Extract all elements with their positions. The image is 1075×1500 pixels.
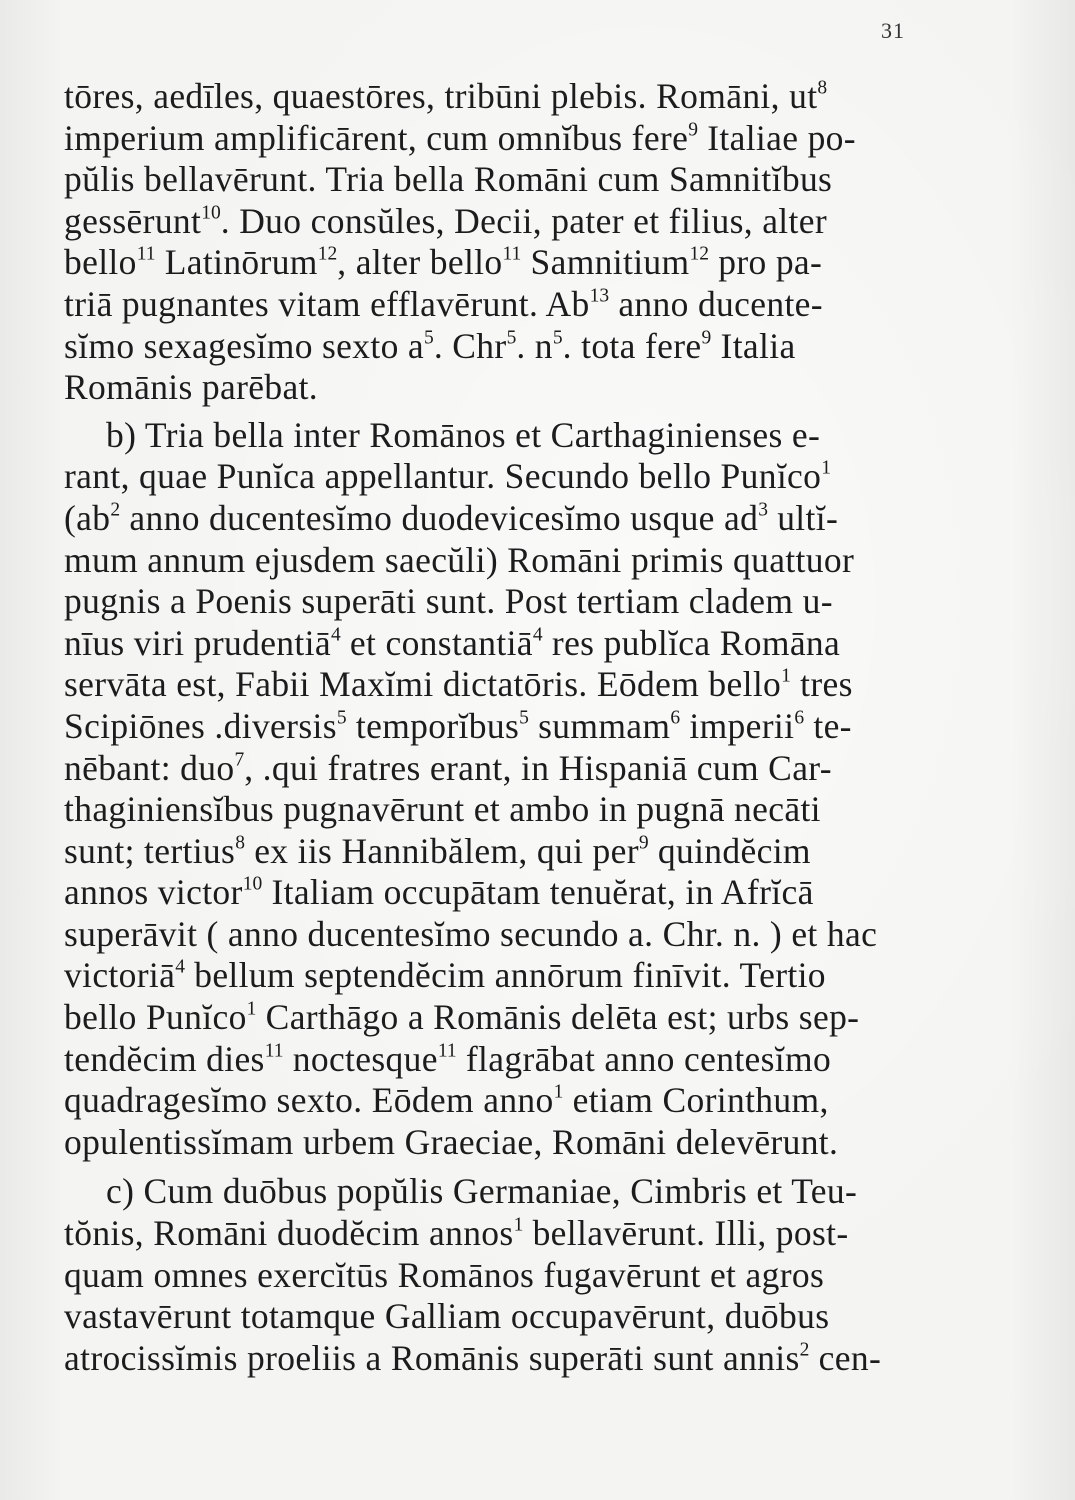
- text-line: [64, 914, 914, 956]
- text-segment: Latinōrum: [155, 242, 318, 283]
- text-segment: Carthāgo a Romānis delēta est; urbs sep-: [256, 997, 860, 1038]
- text-segment: c) Cum duōbus popŭlis Germaniae, Cimbris et Teu-: [106, 1171, 858, 1212]
- text-segment: te-: [804, 705, 852, 746]
- text-segment: summam: [528, 705, 671, 746]
- text-line: [64, 1255, 914, 1297]
- text-segment: tŏnis, Romāni duodĕcim annos: [64, 1213, 514, 1254]
- footnote-marker: 8: [235, 832, 245, 854]
- text-line: [64, 367, 914, 409]
- text-line: [64, 415, 914, 457]
- text-line: [64, 872, 914, 914]
- text-segment: quam omnes exercĭtūs Romānos fugavērunt et agros: [64, 1254, 825, 1295]
- footnote-marker: 11: [264, 1040, 284, 1062]
- text-segment: pugnis a Poenis superāti sunt. Post tertiam cladem u-: [64, 581, 833, 622]
- text-line: [64, 748, 914, 790]
- footnote-marker: 1: [553, 1081, 564, 1103]
- text-segment: . tota fere: [562, 325, 702, 366]
- text-segment: , alter bello: [337, 242, 503, 283]
- text-segment: quadragesĭmo sexto. Eōdem anno: [64, 1080, 554, 1121]
- text-segment: res publĭca Romāna: [542, 622, 841, 663]
- footnote-marker: 5: [506, 326, 517, 348]
- text-segment: thaginiensĭbus pugnavērunt et ambo in pugnā necāti: [64, 789, 821, 830]
- text-line: [64, 1213, 914, 1255]
- footnote-marker: 5: [552, 326, 563, 348]
- text-segment: bello Punĭco: [64, 997, 247, 1038]
- text-segment: triā pugnantes vitam efflavērunt. Ab: [64, 283, 590, 324]
- text-segment: rant, quae Punĭca appellantur. Secundo bello Punĭco: [64, 456, 822, 497]
- text-segment: quindĕcim: [648, 830, 811, 871]
- text-segment: Scipiōnes .diversis: [64, 705, 337, 746]
- text-line: [64, 540, 914, 582]
- text-segment: etiam Corinthum,: [563, 1080, 829, 1121]
- footnote-marker: 11: [136, 243, 156, 265]
- text-segment: pro pa-: [709, 242, 823, 283]
- text-line: [64, 997, 914, 1039]
- footnote-marker: 6: [670, 707, 681, 729]
- text-segment: opulentissĭmam urbem Graeciae, Romāni delevērunt.: [64, 1121, 839, 1162]
- text-line: [64, 284, 914, 326]
- text-segment: nēbant: duo: [64, 747, 235, 788]
- footnote-marker: 11: [437, 1040, 457, 1062]
- text-line: [64, 1171, 914, 1213]
- text-line: [64, 1039, 914, 1081]
- footnote-marker: 8: [817, 77, 828, 99]
- text-line: [64, 664, 914, 706]
- footnote-marker: 5: [336, 707, 347, 729]
- text-segment: Italiae po-: [697, 117, 856, 158]
- footnote-marker: 4: [532, 624, 543, 646]
- text-segment: bellum septendĕcim annōrum finīvit. Tertio: [185, 955, 826, 996]
- text-segment: superāvit ( anno ducentesĭmo secundo a. Chr. n. ) et hac: [64, 913, 878, 954]
- text-segment: ultĭ-: [767, 497, 839, 538]
- text-segment: mum annum ejusdem saecŭli) Romāni primis quattuor: [64, 539, 855, 580]
- text-line: [64, 118, 914, 160]
- text-line: [64, 242, 914, 284]
- text-line: [64, 623, 914, 665]
- text-segment: tendĕcim dies: [64, 1038, 265, 1079]
- text-segment: pŭlis bellavērunt. Tria bella Romāni cum Samnitĭbus: [64, 159, 833, 200]
- footnote-marker: 4: [330, 624, 341, 646]
- text-segment: Italia: [711, 325, 796, 366]
- text-segment: tres: [790, 664, 853, 705]
- text-segment: anno ducente-: [609, 283, 823, 324]
- footnote-marker: 2: [799, 1339, 810, 1361]
- footnote-marker: 3: [758, 499, 768, 521]
- footnote-marker: 7: [234, 748, 245, 770]
- text-segment: flagrābat anno centesĭmo: [456, 1038, 832, 1079]
- text-segment: tōres, aedīles, quaestōres, tribūni plebis. Romāni, ut: [64, 76, 818, 116]
- text-segment: et constantiā: [340, 622, 533, 663]
- text-segment: vastavērunt totamque Galliam occupavērunt, duōbus: [64, 1296, 830, 1337]
- text-segment: imperii: [680, 705, 795, 746]
- text-segment: bellavērunt. Illi, post-: [523, 1213, 849, 1254]
- footnote-marker: 11: [502, 243, 522, 265]
- footnote-marker: 10: [242, 873, 263, 895]
- text-line: [64, 498, 914, 540]
- text-line: [64, 326, 914, 368]
- text-line: [64, 456, 914, 498]
- text-line: [64, 581, 914, 623]
- text-line: [64, 706, 914, 748]
- text-line: [64, 789, 914, 831]
- text-segment: . Chr: [433, 325, 507, 366]
- text-line: [64, 955, 914, 997]
- page-number: 31: [881, 18, 905, 43]
- footnote-marker: 1: [246, 998, 257, 1020]
- text-segment: (ab: [64, 497, 111, 538]
- text-segment: atrocissĭmis proeliis a Romānis superāti sunt annis: [64, 1337, 800, 1378]
- text-line: [64, 1080, 914, 1122]
- text-segment: servāta est, Fabii Maxĭmi dictatōris. Eōdem bello: [64, 664, 782, 705]
- text-segment: b) Tria bella inter Romānos et Carthaginienses e-: [106, 414, 821, 455]
- text-line: [64, 1122, 914, 1164]
- text-line: [64, 76, 914, 118]
- text-line: [64, 831, 914, 873]
- text-segment: Romānis parēbat.: [64, 367, 319, 408]
- text-segment: . n: [516, 325, 553, 366]
- text-segment: nīus viri prudentiā: [64, 622, 331, 663]
- text-segment: imperium amplificārent, cum omnĭbus fere: [64, 117, 689, 158]
- text-segment: sunt; tertius: [64, 830, 236, 871]
- text-segment: Samnitium: [521, 242, 690, 283]
- footnote-marker: 10: [201, 202, 221, 224]
- footnote-marker: 12: [689, 243, 710, 265]
- footnote-marker: 9: [688, 118, 698, 140]
- footnote-marker: 9: [701, 326, 712, 348]
- text-segment: anno ducentesĭmo duodevicesĭmo usque ad: [120, 497, 759, 538]
- footnote-marker: 5: [519, 707, 529, 729]
- text-segment: annos victor: [64, 872, 243, 913]
- footnote-marker: 13: [589, 285, 610, 307]
- text-segment: cen-: [809, 1337, 882, 1378]
- text-line: [64, 159, 914, 201]
- footnote-marker: 1: [821, 457, 832, 479]
- body-text: [64, 76, 914, 1379]
- text-segment: , .qui fratres erant, in Hispaniā cum Car-: [244, 747, 832, 788]
- text-segment: victoriā: [64, 955, 176, 996]
- footnote-marker: 12: [317, 243, 338, 265]
- text-segment: ex iis Hannibălem, qui per: [244, 830, 639, 871]
- footnote-marker: 5: [424, 326, 434, 348]
- footnote-marker: 1: [513, 1214, 524, 1236]
- text-segment: bello: [64, 242, 137, 283]
- footnote-marker: 9: [638, 832, 649, 854]
- text-segment: temporĭbus: [346, 705, 520, 746]
- footnote-marker: 1: [781, 665, 791, 687]
- text-segment: noctesque: [283, 1038, 438, 1079]
- footnote-marker: 6: [794, 707, 805, 729]
- text-segment: Italiam occupātam tenuĕrat, in Afrĭcā: [262, 872, 814, 913]
- text-segment: gessērunt: [64, 200, 202, 241]
- footnote-marker: 2: [110, 499, 121, 521]
- text-line: [64, 1296, 914, 1338]
- text-line: [64, 1338, 914, 1380]
- text-segment: sĭmo sexagesĭmo sexto a: [64, 325, 425, 366]
- footnote-marker: 4: [175, 956, 185, 978]
- text-segment: . Duo consŭles, Decii, pater et filius, alter: [220, 200, 827, 241]
- text-line: [64, 201, 914, 243]
